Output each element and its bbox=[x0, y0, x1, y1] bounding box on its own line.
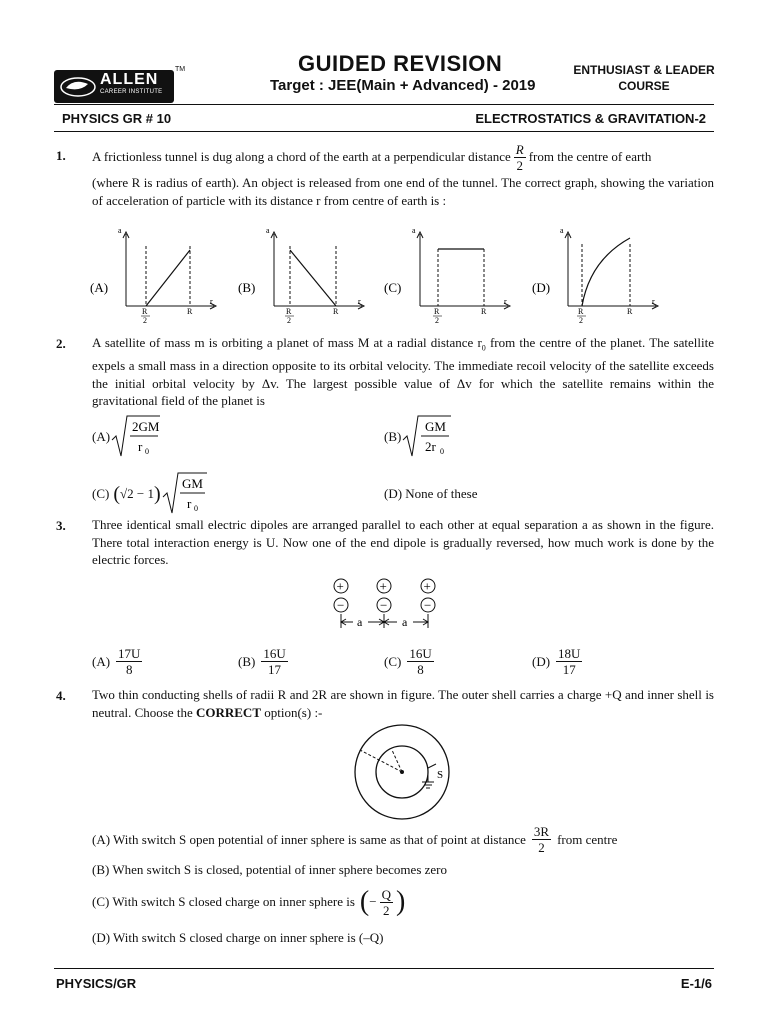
allen-logo bbox=[54, 70, 174, 103]
svg-text:S: S bbox=[437, 769, 444, 781]
q3-number: 3. bbox=[56, 518, 66, 533]
svg-text:R: R bbox=[481, 307, 487, 316]
dipole-1 bbox=[334, 579, 348, 613]
svg-text:R: R bbox=[187, 307, 193, 316]
q2-optC-sqrt bbox=[161, 471, 207, 517]
logo-word: ALLEN bbox=[100, 71, 159, 88]
svg-text:R: R bbox=[434, 307, 440, 316]
svg-text:0: 0 bbox=[440, 447, 445, 456]
svg-text:R: R bbox=[578, 307, 584, 316]
q2-optA-sqrt bbox=[110, 414, 160, 460]
q4-option-d: (D) With switch S closed charge on inner sphere is (–Q) bbox=[92, 930, 384, 945]
q3-text: Three identical small electric dipoles are arranged parallel to each other at equal separation a as shown in the figure. There total interaction energy is U. Now one of the end dipole is gradually reversed, how much work is done by the electric forces. bbox=[92, 517, 714, 567]
option-label-c: (C) bbox=[384, 280, 402, 295]
q3-dipole-figure bbox=[320, 576, 450, 634]
svg-text:0: 0 bbox=[145, 447, 150, 456]
svg-text:+: + bbox=[379, 578, 387, 594]
svg-text:R: R bbox=[286, 307, 292, 316]
svg-text:r: r bbox=[652, 297, 655, 306]
page-title: GUIDED REVISION bbox=[298, 51, 503, 76]
header-rule-bottom bbox=[54, 131, 714, 132]
option-label-a: (A) bbox=[90, 280, 109, 295]
header-rule-top bbox=[54, 104, 714, 105]
svg-text:a: a bbox=[118, 226, 122, 235]
q4-option-b: (B) When switch S is closed, potential of inner sphere becomes zero bbox=[92, 862, 447, 877]
svg-text:2r: 2r bbox=[425, 439, 437, 454]
svg-text:r: r bbox=[138, 439, 143, 454]
q3-option-b: (B) $\frac{16U}{17}$ bbox=[238, 646, 286, 677]
q3-option-c: (C) $\frac{16U}{8}$ bbox=[384, 646, 432, 677]
dipole-3 bbox=[421, 579, 435, 613]
svg-text:a: a bbox=[402, 615, 408, 629]
svg-text:r: r bbox=[210, 297, 213, 306]
graph-a bbox=[90, 226, 216, 325]
logo-subtext: CAREER INSTITUTE bbox=[100, 89, 163, 95]
svg-text:a: a bbox=[412, 226, 416, 235]
svg-text:R: R bbox=[333, 307, 339, 316]
svg-text:a: a bbox=[266, 226, 270, 235]
footer-page-number: E-1/6 bbox=[680, 976, 712, 991]
q1-text-c: (where R is radius of earth). An object is released from one end of the tunnel. The correct graph, showing the variation of acceleration of particle with its distance r from centre of earth is : bbox=[92, 175, 714, 208]
svg-text:a: a bbox=[357, 615, 363, 629]
graph-b bbox=[238, 226, 364, 325]
q3-option-d: (D) $\frac{18U}{17}$ bbox=[532, 646, 581, 677]
svg-text:−: − bbox=[337, 597, 345, 613]
option-label-d: (D) bbox=[532, 280, 551, 295]
q4-option-c: (C) With switch S closed charge on inner sphere is ( − $\frac{Q}{2}$ ) bbox=[92, 886, 406, 918]
q3-option-a: (A) $\frac{17U}{8}$ bbox=[92, 646, 141, 677]
trademark: TM bbox=[175, 66, 186, 73]
footer-left: PHYSICS/GR bbox=[56, 976, 137, 991]
svg-text:−: − bbox=[380, 597, 388, 613]
svg-text:GM: GM bbox=[181, 476, 203, 491]
q1-text-b: from the centre of earth bbox=[528, 149, 652, 165]
q2-option-a: (A) 2GM r 0 bbox=[92, 413, 160, 461]
subject-left: PHYSICS GR # 10 bbox=[62, 111, 172, 126]
svg-text:r: r bbox=[504, 297, 507, 306]
graph-c bbox=[384, 226, 510, 325]
q1-graphs bbox=[84, 224, 714, 328]
q4-shells-figure bbox=[352, 722, 456, 822]
svg-text:−: − bbox=[424, 597, 432, 613]
tiger-logo-icon bbox=[56, 70, 100, 103]
svg-text:0: 0 bbox=[193, 504, 198, 513]
course-line-1: ENTHUSIAST & LEADER bbox=[573, 63, 715, 77]
switch-icon bbox=[428, 764, 436, 768]
svg-text:+: + bbox=[336, 578, 344, 594]
svg-text:a: a bbox=[560, 226, 564, 235]
course-line-2: COURSE bbox=[618, 79, 670, 93]
q2-option-d: (D) None of these bbox=[384, 486, 478, 501]
graph-d bbox=[532, 226, 658, 325]
svg-text:2: 2 bbox=[287, 316, 291, 325]
q4-text: Two thin conducting shells of radii R and 2R are shown in figure. The outer shell carries a charge +Q and inner shell is neutral. Choose the CORRECT option(s) :- bbox=[92, 687, 714, 720]
course-label bbox=[560, 62, 728, 94]
svg-text:r: r bbox=[358, 297, 361, 306]
target-line: Target : JEE(Main + Advanced) - 2019 bbox=[270, 77, 536, 94]
q2-text: A satellite of mass m is orbiting a planet of mass M at a radial distance $r_0$ from the centre of the planet. The satellite expels a small mass in a direction opposite to its orbital velocity. The immediate recoil velocity of the satellite exceeds the initial orbital velocity by Δv. The largest possible value of Δv for which the satellite remains within the gravitational field of the planet is bbox=[92, 335, 714, 409]
q2-option-b: (B) GM 2r 0 bbox=[384, 413, 451, 461]
svg-text:GM: GM bbox=[425, 419, 447, 434]
svg-text:2: 2 bbox=[579, 316, 583, 325]
svg-text:r: r bbox=[186, 496, 191, 511]
svg-text:+: + bbox=[423, 578, 431, 594]
svg-text:2: 2 bbox=[143, 316, 147, 325]
q2-option-c: (C) ( √2 − 1 ) GM r 0 bbox=[92, 470, 207, 518]
svg-text:R: R bbox=[142, 307, 148, 316]
subject-right: ELECTROSTATICS & GRAVITATION-2 bbox=[475, 111, 706, 126]
dipole-2 bbox=[377, 579, 391, 613]
svg-text:2: 2 bbox=[435, 316, 439, 325]
q1-text bbox=[92, 140, 714, 209]
svg-text:2GM: 2GM bbox=[132, 419, 160, 434]
option-label-b: (B) bbox=[238, 280, 256, 295]
q1-fraction: $\frac{R}{2}$ bbox=[515, 141, 524, 173]
footer-rule bbox=[54, 968, 714, 969]
q1-number: 1. bbox=[56, 148, 66, 163]
q4-option-a: (A) With switch S open potential of inner sphere is same as that of point at distance $\frac{3R}{2}$ from centre bbox=[92, 824, 618, 855]
q2-number: 2. bbox=[56, 336, 66, 351]
q4-number: 4. bbox=[56, 688, 66, 703]
q1-text-a: A frictionless tunnel is dug along a chord of the earth at a perpendicular distance bbox=[92, 149, 511, 165]
q2-optB-sqrt bbox=[401, 414, 451, 460]
svg-text:R: R bbox=[627, 307, 633, 316]
